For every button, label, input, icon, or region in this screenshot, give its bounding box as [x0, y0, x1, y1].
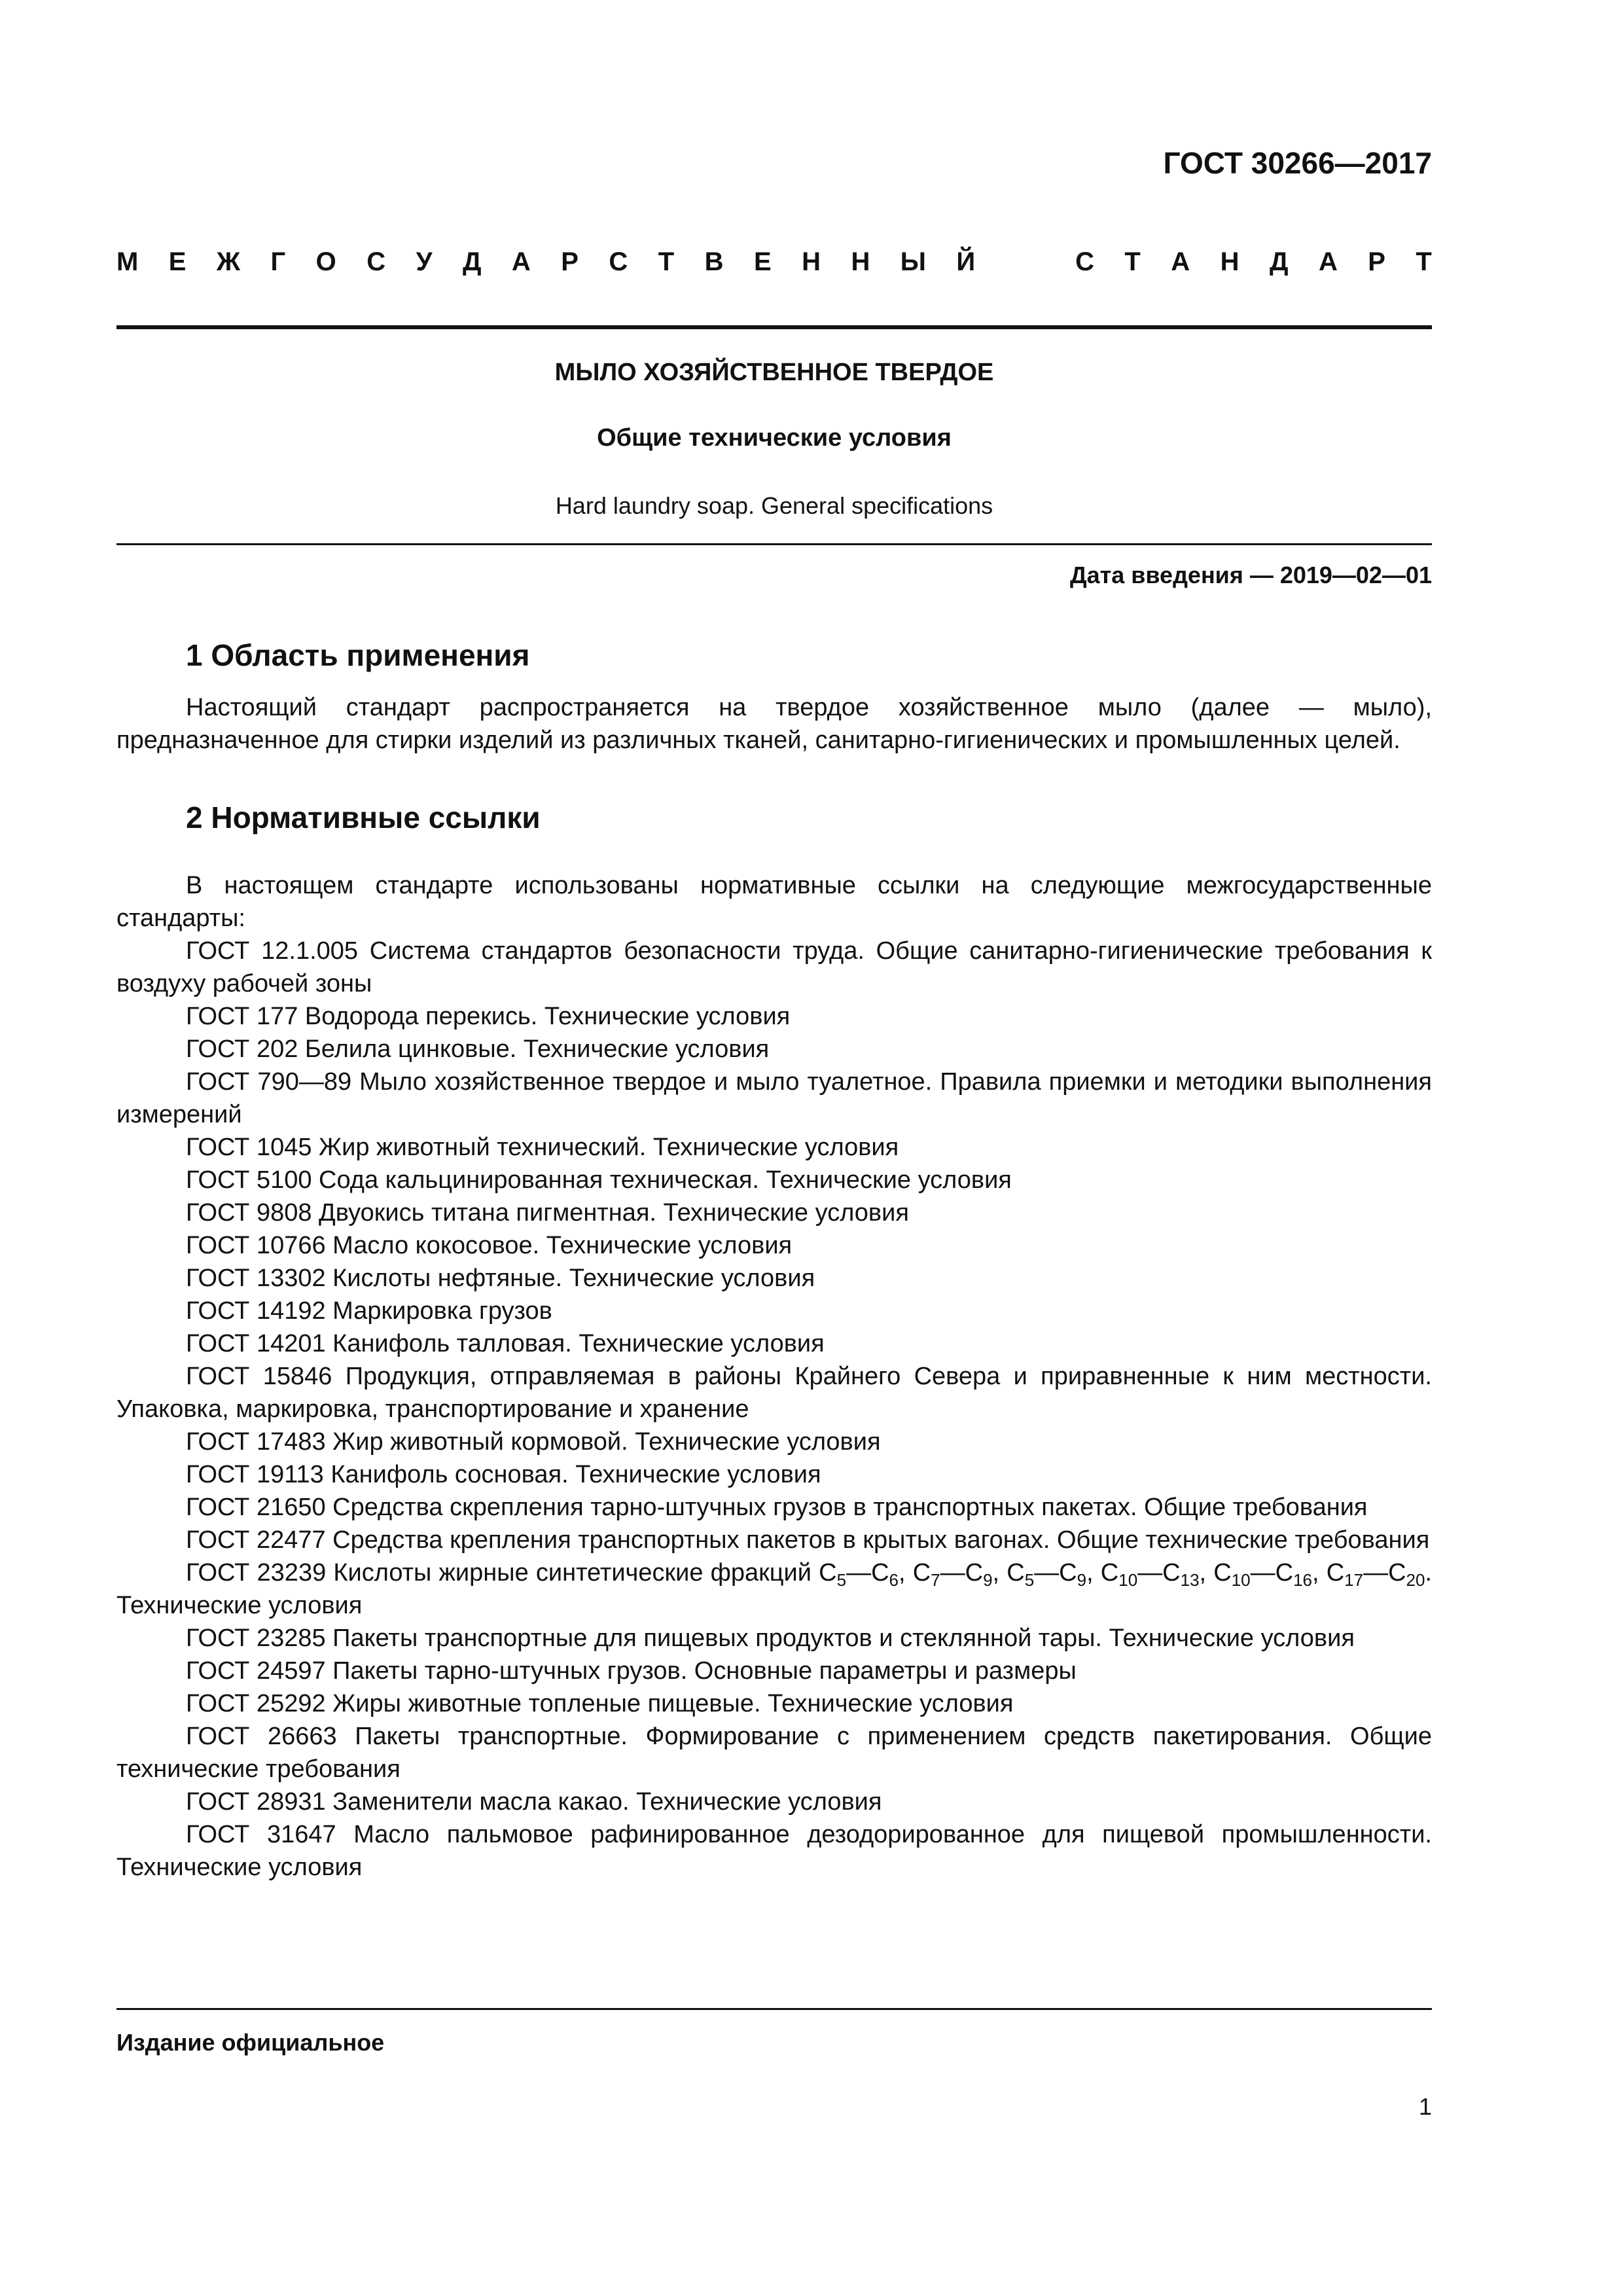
reference-item: ГОСТ 14192 Маркировка грузов — [186, 1297, 552, 1325]
banner-letter: А — [1318, 247, 1338, 276]
banner-letter: Д — [1269, 247, 1289, 276]
normative-references — [116, 869, 1432, 1884]
official-edition-label: Издание официальное — [116, 2029, 385, 2056]
reference-item: ГОСТ 26663 Пакеты транспортные. Формирование с применением средств пакетирования. Общие технические требования — [116, 1723, 1432, 1783]
standard-number: ГОСТ 30266—2017 — [1163, 146, 1432, 180]
banner-letter: Ы — [900, 247, 926, 276]
banner-letter: Т — [658, 247, 675, 276]
banner-letter: Т — [1416, 247, 1432, 276]
introduction-date: Дата введения — 2019—02—01 — [1069, 562, 1432, 588]
banner-letter: Р — [561, 247, 579, 276]
interstate-standard-banner — [116, 247, 1432, 277]
banner-letter: Н — [1220, 247, 1240, 276]
title-divider — [116, 543, 1432, 545]
reference-item: ГОСТ 12.1.005 Система стандартов безопасности труда. Общие санитарно-гигиенические требования к воздуху рабочей зоны — [116, 937, 1432, 997]
banner-letter: А — [1171, 247, 1190, 276]
section-2-heading: 2 Нормативные ссылки — [186, 800, 541, 834]
banner-letter: С — [609, 247, 628, 276]
banner-letter: М — [116, 247, 139, 276]
section-1-text — [116, 691, 1432, 757]
reference-item: ГОСТ 19113 Канифоль сосновая. Технические условия — [186, 1461, 821, 1488]
header-divider — [116, 325, 1432, 329]
reference-item: ГОСТ 24597 Пакеты тарно-штучных грузов. Основные параметры и размеры — [186, 1657, 1077, 1685]
banner-letter: С — [366, 247, 386, 276]
reference-item: ГОСТ 1045 Жир животный технический. Технические условия — [186, 1134, 899, 1161]
banner-letter: У — [416, 247, 433, 276]
banner-letter: Й — [956, 247, 976, 276]
section-1-heading: 1 Область применения — [186, 638, 530, 672]
banner-letter: Ж — [216, 247, 241, 276]
reference-item: ГОСТ 13302 Кислоты нефтяные. Технические условия — [186, 1265, 815, 1292]
reference-item: ГОСТ 17483 Жир животный кормовой. Технические условия — [186, 1428, 881, 1456]
reference-item: ГОСТ 9808 Двуокись титана пигментная. Технические условия — [186, 1199, 909, 1227]
reference-item: ГОСТ 177 Водорода перекись. Технические условия — [186, 1003, 791, 1030]
reference-item: ГОСТ 31647 Масло пальмовое рафинированное дезодорированное для пищевой промышленности. Технические условия — [116, 1821, 1432, 1881]
banner-letter: Е — [168, 247, 187, 276]
english-title: Hard laundry soap. General specifications — [555, 492, 993, 519]
reference-item: ГОСТ 790—89 Мыло хозяйственное твердое и мыло туалетное. Правила приемки и методики выполнения измерений — [116, 1068, 1432, 1128]
reference-item: ГОСТ 15846 Продукция, отправляемая в районы Крайнего Севера и приравненные к ним местности. Упаковка, маркировка, транспортирование и хранение — [116, 1363, 1432, 1423]
reference-item: ГОСТ 22477 Средства крепления транспортных пакетов в крытых вагонах. Общие технические требования — [186, 1526, 1430, 1554]
reference-item: ГОСТ 23285 Пакеты транспортные для пищевых продуктов и стеклянной тары. Технические условия — [186, 1624, 1355, 1652]
banner-letter: С — [1075, 247, 1094, 276]
reference-item: ГОСТ 25292 Жиры животные топленые пищевые. Технические условия — [186, 1690, 1014, 1717]
reference-item: ГОСТ 10766 Масло кокосовое. Технические условия — [186, 1232, 793, 1259]
banner-letter: Г — [270, 247, 286, 276]
reference-item: ГОСТ 14201 Канифоль талловая. Технические условия — [186, 1330, 825, 1357]
reference-item: ГОСТ 21650 Средства скрепления тарно-штучных грузов в транспортных пакетах. Общие требования — [186, 1494, 1368, 1521]
reference-item: ГОСТ 5100 Сода кальцинированная техническая. Технические условия — [186, 1166, 1012, 1194]
banner-letter: А — [511, 247, 531, 276]
reference-item-23239: ГОСТ 23239 Кислоты жирные синтетические фракций $C_5—C_6$, $C_7—C_9$, $C_5—C_9$, $C_{10}—C_{13}$, $C_{10}—C_{16}$, $C_{17}—C_{20}$. Технические условия — [116, 1559, 1432, 1619]
section-1-body: Настоящий стандарт распространяется на твердое хозяйственное мыло (далее — мыло), предназначенное для стирки изделий из различных тканей, санитарно-гигиенических и промышленных целей. — [116, 694, 1432, 754]
footer-divider — [116, 2008, 1432, 2010]
banner-letter: Т — [1124, 247, 1141, 276]
banner-letter: Р — [1368, 247, 1385, 276]
banner-word-gap — [1006, 247, 1045, 277]
reference-item: ГОСТ 28931 Заменители масла какао. Технические условия — [186, 1788, 882, 1816]
references-intro: В настоящем стандарте использованы нормативные ссылки на следующие межгосударственные стандарты: — [116, 872, 1432, 932]
document-subtitle: Общие технические условия — [597, 424, 952, 452]
banner-letter: В — [704, 247, 724, 276]
page-number: 1 — [1418, 2093, 1432, 2120]
reference-item: ГОСТ 202 Белила цинковые. Технические условия — [186, 1035, 770, 1063]
banner-letter: Е — [753, 247, 772, 276]
banner-letter: Н — [851, 247, 870, 276]
banner-letter: Д — [462, 247, 482, 276]
banner-letter: Н — [802, 247, 821, 276]
banner-letter: О — [315, 247, 336, 276]
document-title: МЫЛО ХОЗЯЙСТВЕННОЕ ТВЕРДОЕ — [554, 359, 994, 386]
